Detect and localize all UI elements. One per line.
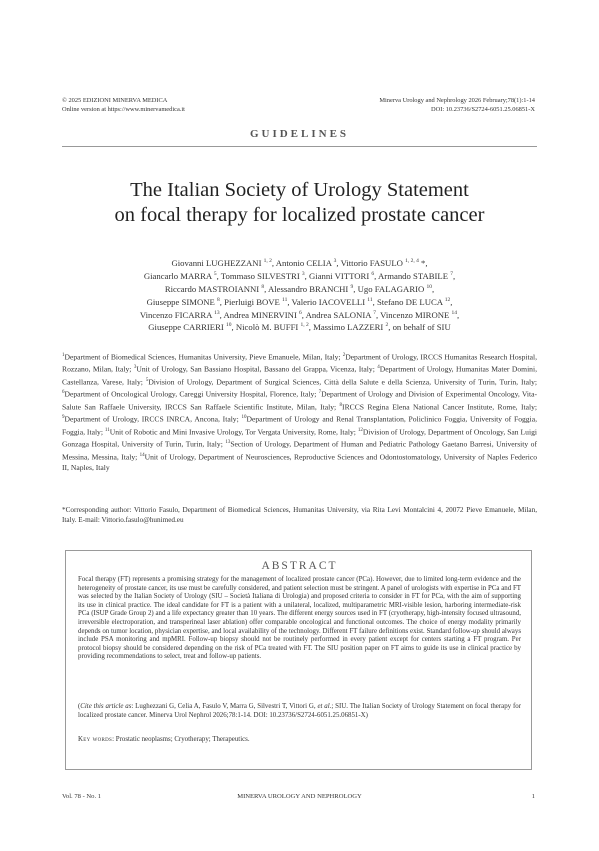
author-affiliation-marker: 7 [450, 270, 453, 277]
author-affiliation-marker: 13 [214, 309, 220, 316]
author-name: , [450, 296, 453, 307]
affiliation-number: 6 [62, 390, 65, 396]
author-line [62, 269, 537, 282]
section-label: GUIDELINES [249, 128, 350, 140]
author-affiliation-marker: 1, 2 [263, 258, 272, 264]
journal-citation: Minerva Urology and Nephrology 2026 February;78(1):1-14 [379, 97, 535, 104]
affiliation-text: Department of Urology, IRCCS Humanitas Research Hospital, Rozzano, Milan, Italy; [62, 352, 537, 374]
author-line [62, 256, 537, 269]
author-affiliation-marker: 5 [213, 270, 217, 277]
author-name: Vincenzo FICARRA [139, 309, 215, 320]
author-name: , Massimo LAZZERI [308, 322, 386, 333]
author-affiliation-marker: 11 [282, 296, 288, 303]
author-name: , Vittorio FASULO [336, 257, 406, 268]
author-line [62, 295, 537, 308]
affiliation-number: 4 [377, 365, 380, 371]
corresponding-author: *Corresponding author: Vittorio Fasulo, Department of Biomedical Sciences, Humanitas University, via Rita Levi Montalcini 4, 20072 Pieve Emanuele, Milan, Italy. E-mail: Vittorio.fasulo@hunimed.eu [62, 506, 537, 524]
title-line-2: on focal therapy for localized prostate cancer [114, 204, 485, 226]
affiliation-number: 11 [104, 427, 110, 433]
author-name: , on behalf of SIU [388, 322, 451, 333]
author-name: , Andrea SALONIA [301, 309, 374, 320]
footer-journal: MINERVA UROLOGY AND NEPHROLOGY [237, 793, 362, 800]
affiliation-text: Section of Urology, Department of Human and Pediatric Pathology Gaetano Barresi, University of Messina, Messina, Italy; [62, 439, 538, 462]
keywords-label: Key words [78, 736, 113, 743]
keywords-list: : Prostatic neoplasms; Cryotherapy; Therapeutics. [112, 736, 250, 743]
affiliation-text: Department of Oncological Urology, Careggi University Hospital, Florence, Italy; [64, 389, 319, 399]
affiliation-number: 1 [62, 353, 65, 358]
author-name: , [452, 270, 456, 281]
copyright-line: © 2025 EDIZIONI MINERVA MEDICA [62, 97, 168, 104]
author-affiliation-marker: 6 [371, 270, 375, 277]
author-affiliation-marker: 6 [299, 309, 302, 316]
online-version-line: Online version at https://www.minervamedica.it [62, 105, 185, 113]
affiliation-text: IRCCS Regina Elena National Cancer Institute, Rome, Italy; [342, 402, 537, 412]
author-name: , Antonio CELIA [271, 257, 334, 268]
author-list [62, 256, 537, 333]
affiliation-text: Unit of Robotic and Mini Invasive Urology, Tor Vergata University, Rome, Italy; [109, 427, 358, 437]
affiliation-number: 13 [225, 440, 231, 446]
cite-etal: et al. [317, 703, 332, 710]
author-name: Giuseppe SIMONE [146, 296, 218, 307]
footer-volume: Vol. 78 - No. 1 [62, 793, 102, 800]
header-right [379, 97, 535, 114]
author-name: , Armando STABILE [374, 270, 451, 281]
affiliation-text: Division of Urology, Department of Oncology, San Luigi Gonzaga Hospital, University of Turin, Turin, Italy; [62, 427, 537, 449]
author-name: *, [418, 257, 428, 268]
affiliation-text: Department of Biomedical Sciences, Humanitas University, Pieve Emanuele, Milan, Italy; [64, 352, 343, 362]
author-name: , [431, 283, 435, 294]
cite-rest: ; SIU. The Italian Society of Urology Statement on focal therapy for localized prostate cancer. Minerva Urol Nephrol 2026;78:1-14. DOI: 10.23736/S2724-6051.25.06851-X) [78, 703, 521, 719]
cite-text: : Lughezzani G, Celia A, Fasulo V, Marra G, Silvestri T, Vittori G, [131, 703, 318, 710]
author-name: , Stefano DE LUCA [372, 296, 445, 307]
author-affiliation-marker: 2 [385, 322, 389, 329]
page-number: 1 [531, 793, 535, 800]
affiliation-text: Unit of Urology, Department of Neurosciences, Reproductive Sciences and Odontostomatology, University of Naples Federico II, Naples, Italy [62, 452, 537, 472]
author-name: , Ugo FALAGARIO [353, 283, 427, 294]
title-line-1: The Italian Society of Urology Statement [130, 179, 469, 201]
keywords [78, 736, 521, 745]
author-name: , Vincenzo MIRONE [375, 309, 452, 320]
abstract-text: Focal therapy (FT) represents a promising strategy for the management of localized prostate cancer (PCa). However, due to limited long-term evidence and the heterogeneity of prostate cancer, its use must be carefully considered, and patient selection must be stringent. A panel of urologists with expertise in PCa and FT was selected by the Italian Society of Urology (SIU – Società Italiana di Urologia) and proposed criteria to consider in FT for PCa, with the aim of supporting its use in clinical practice. The ideal candidate for FT is a patient with a unilateral, localized, multiparametric MRI-visible lesion, harboring intermediate-risk PCa (ISUP Grade Group 2) and a life expectancy greater than 10 years. The different energy sources used in FT (cryotherapy, high-intensity focused ultrasound, irreversible electroporation, and transperineal laser ablation) offer comparable oncological and functional outcomes. The choice of energy modality primarily depends on tumor location, physician expertise, and local availability of the technology. Different FT failure definitions exist. Standard follow-up should always include PSA monitoring and mpMRI. Follow-up biopsy should not be routinely performed in every patient except for centers starting a FT program. Per protocol biopsy should be considered depending on the risk of PCa treated with FT. The SIU position paper on FT aims to guide its use in clinical practice by providing recommendations to select, treat and follow-up patients. [78, 576, 521, 661]
author-name: Riccardo MASTROIANNI [164, 283, 262, 294]
header-left [62, 97, 185, 114]
affiliation-number: 7 [318, 390, 322, 396]
affiliation-number: 3 [133, 365, 137, 371]
affiliation-text: Department of Urology and Division of Experimental Oncology, Vita-Salute San Raffaele University, IRCCS San Raffaele Scientific Institute, Milan, Italy; [62, 389, 537, 412]
affiliation-number: 2 [342, 353, 346, 358]
affiliation-text: Department of Urology, IRCCS INRCA, Ancona, Italy; [64, 414, 242, 424]
author-affiliation-marker: 8 [217, 296, 220, 303]
affiliation-number: 12 [357, 427, 363, 433]
affiliation-text: Department of Urology and Renal Transplantation, Policlinico Foggia, University of Foggia, Foggia, Italy; [62, 414, 537, 437]
author-affiliation-marker: 9 [350, 283, 354, 290]
affiliation-number: 9 [62, 415, 65, 421]
doi-line: DOI: 10.23736/S2724-6051.25.06851-X [430, 105, 535, 113]
author-name: , Nicolò M. BUFFI [231, 322, 301, 333]
author-affiliation-marker: 10 [426, 283, 432, 290]
affiliation-number: 5 [145, 377, 149, 383]
author-affiliation-marker: 3 [301, 270, 305, 277]
author-affiliation-marker: 3 [333, 258, 337, 264]
author-line [62, 282, 537, 295]
article-title [62, 178, 537, 228]
author-name: , [457, 309, 460, 320]
affiliation-text: Department of Urology, Humanitas Mater Domini, Castellanza, Varese, Italy; [62, 364, 537, 387]
author-name: , Alessandro BRANCHI [264, 283, 351, 294]
affiliation-text: Division of Urology, Department of Surgical Sciences, Città della Salute e della Scienza, University of Turin, Turin, Italy; [148, 377, 538, 387]
author-name: Giancarlo MARRA [143, 270, 214, 281]
affiliations [62, 351, 537, 474]
abstract-heading: ABSTRACT [261, 560, 338, 572]
author-name: , Andrea MINERVINI [219, 309, 300, 320]
citation-note: (Cite this article as: Lughezzani G, Celia A, Fasulo V, Marra G, Silvestri T, Vittori G, et al.; SIU. The Italian Society of Urology Statement on focal therapy for localized prostate cancer. Minerva Urol Nephrol 2026;78:1-14. DOI: 10.23736/S2724-6051.25.06851-X) [78, 703, 521, 719]
affiliation-number: 8 [339, 402, 343, 408]
author-affiliation-marker: 1, 2, 4 [405, 258, 419, 264]
author-name: , Pierluigi BOVE [219, 296, 283, 307]
section-divider [62, 146, 537, 147]
author-name: , Gianni VITTORI [304, 270, 372, 281]
author-line [62, 320, 537, 333]
author-line [62, 308, 537, 321]
author-name: , Tommaso SILVESTRI [216, 270, 302, 281]
author-name: Giuseppe CARRIERI [148, 322, 226, 333]
author-affiliation-marker: 10 [225, 322, 232, 329]
author-affiliation-marker: 1, 2 [300, 322, 309, 329]
author-affiliation-marker: 7 [373, 309, 376, 316]
author-affiliation-marker: 8 [261, 283, 265, 290]
affiliation-number: 14 [139, 452, 145, 458]
author-affiliation-marker: 12 [444, 296, 451, 303]
author-name: , Valerio IACOVELLI [287, 296, 368, 307]
affiliation-number: 10 [241, 415, 247, 421]
author-affiliation-marker: 11 [367, 296, 373, 303]
author-name: Giovanni LUGHEZZANI [171, 257, 264, 268]
author-affiliation-marker: 14 [451, 309, 457, 316]
cite-label: Cite this article as [80, 703, 132, 710]
affiliation-text: Unit of Urology, San Bassiano Hospital, Bassano del Grappa, Vicenza, Italy; [136, 364, 378, 374]
